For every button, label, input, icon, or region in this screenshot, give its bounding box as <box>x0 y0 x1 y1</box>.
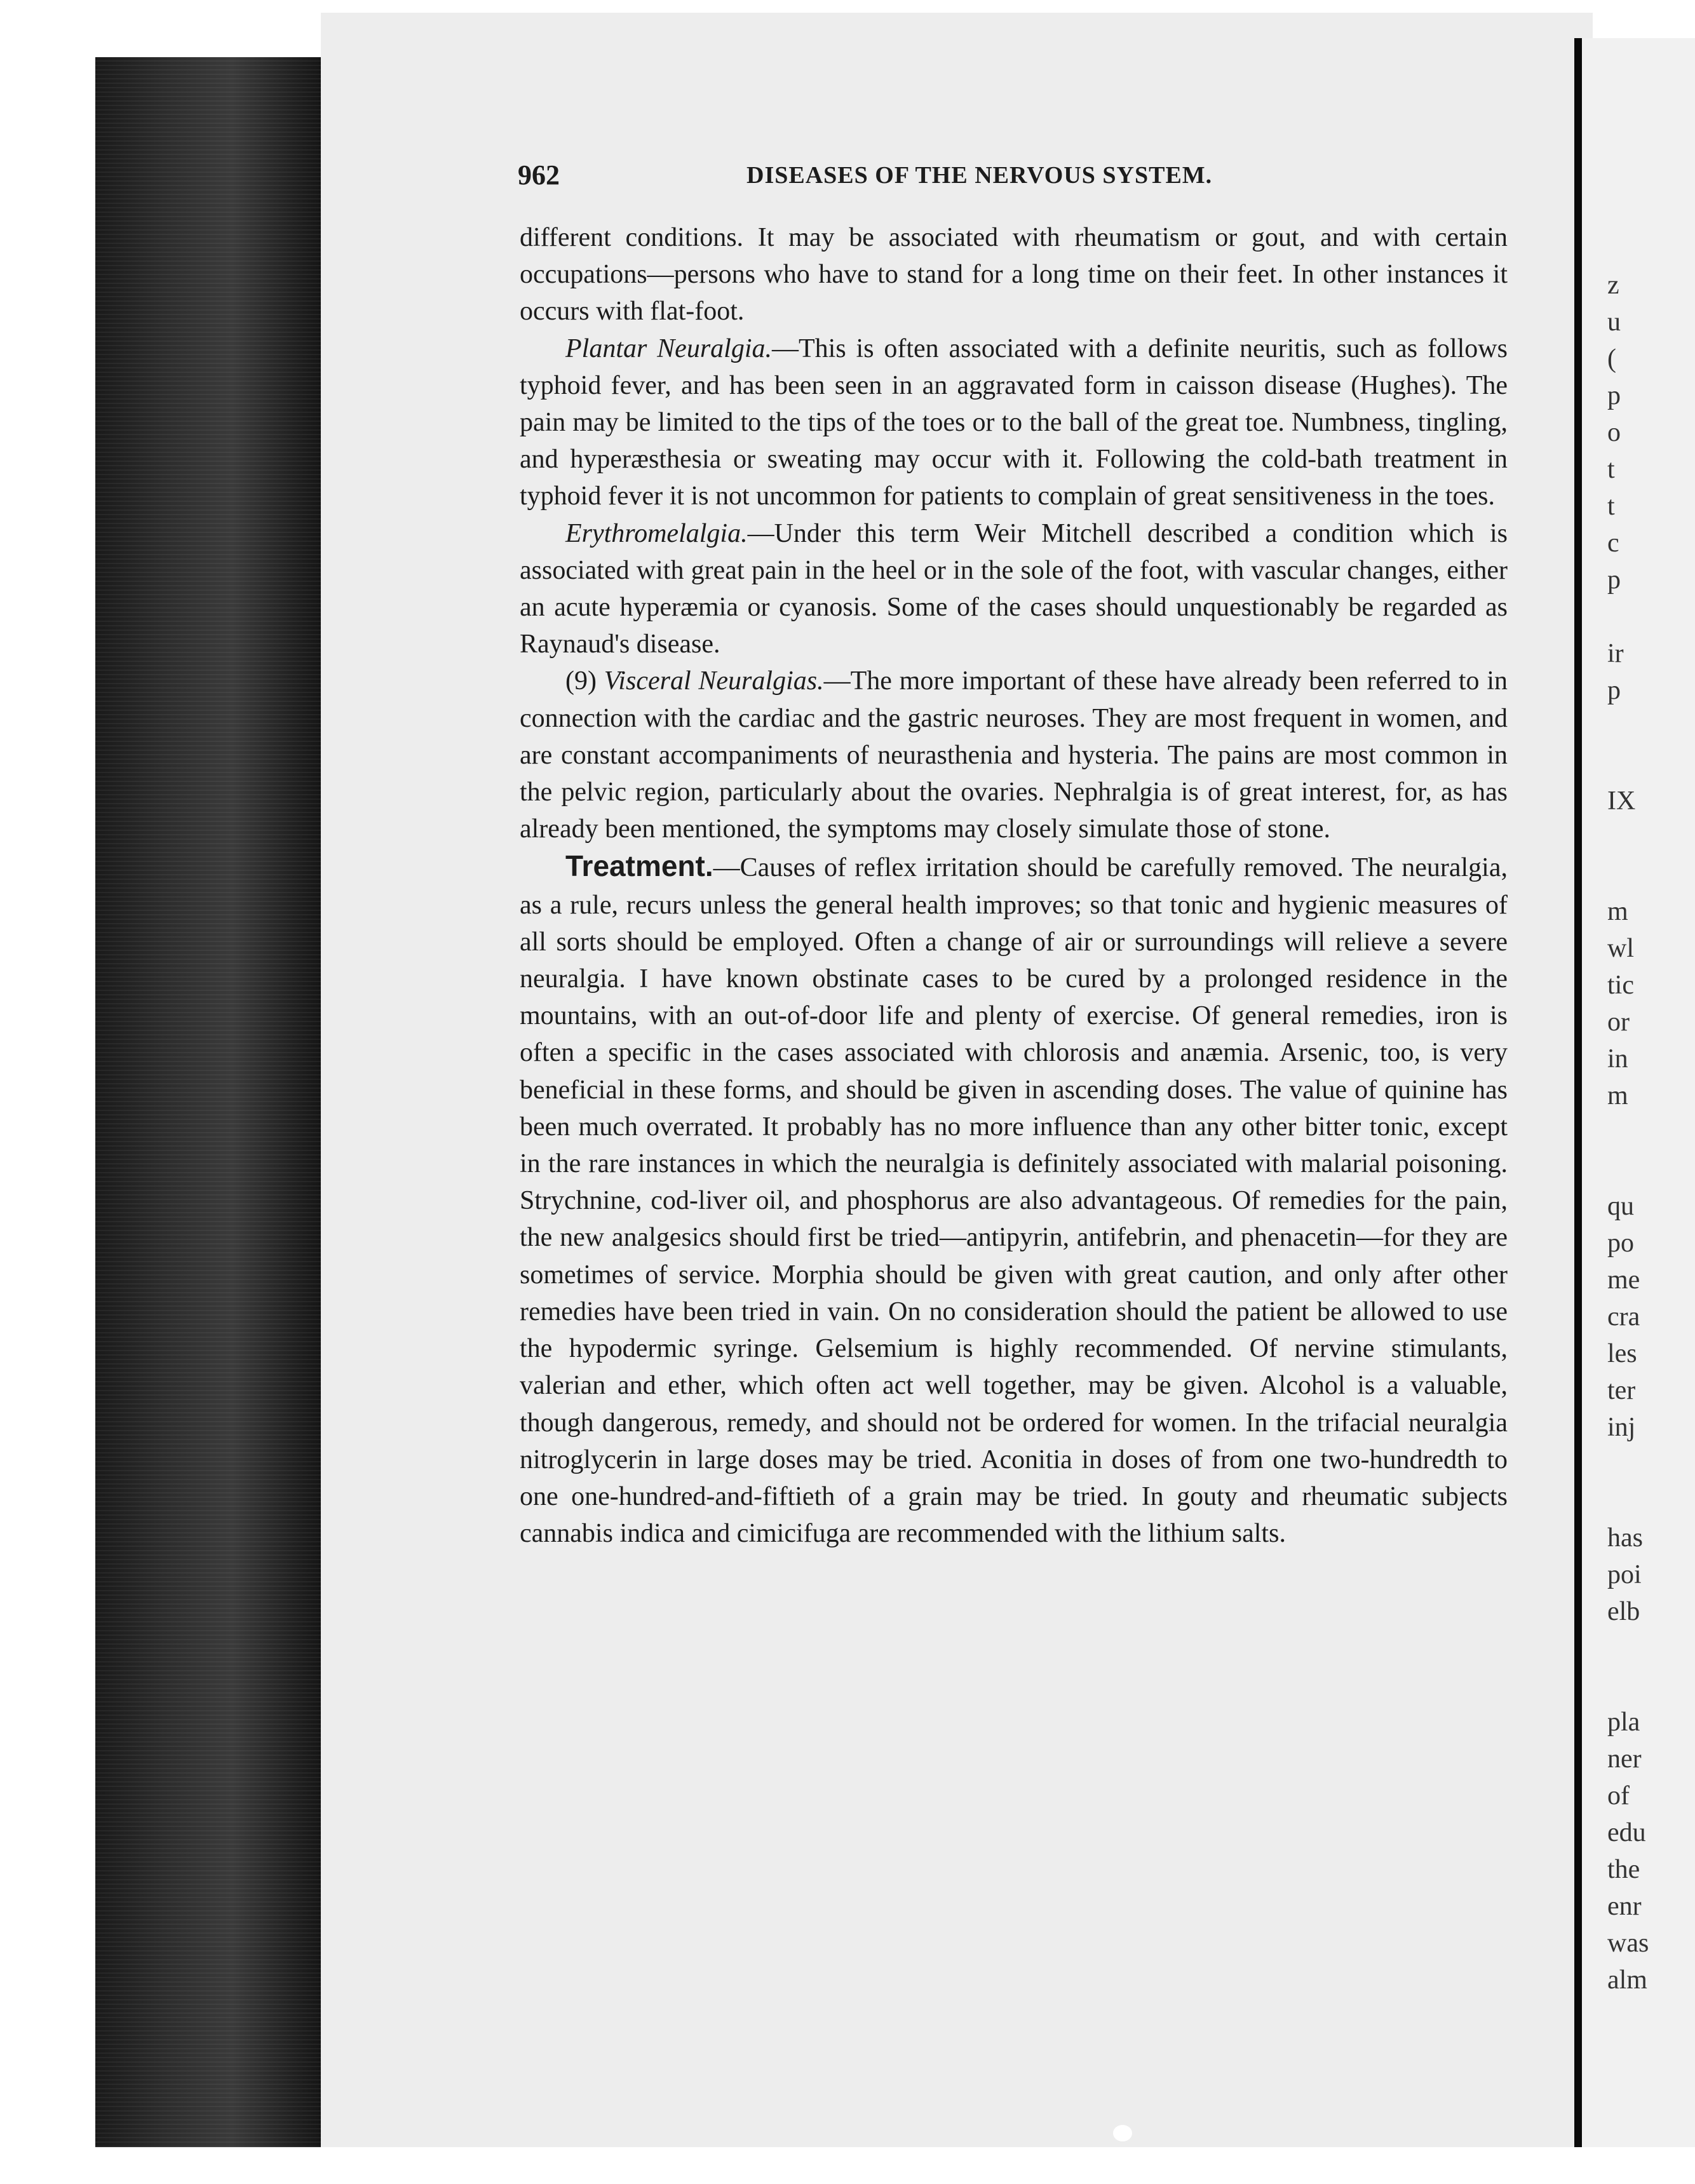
paragraph-text: —Under this term Weir Mitchell described a condition which is associated with great pain in the heel or in the sole of the foot, with vascular changes, either an acute hyperæmia or cyanosis. Some of the cases should unquestionably be regarded as Raynaud's disease. <box>520 518 1508 659</box>
facing-page-fragment <box>1607 1446 1690 1483</box>
section-number: (9) <box>565 666 604 696</box>
facing-page-fragment: in <box>1607 1044 1628 1074</box>
paragraph-plantar-neuralgia <box>520 330 1508 515</box>
facing-page-fragment <box>1607 856 1690 893</box>
facing-page-fragment: u <box>1607 307 1621 337</box>
facing-page-fragment: m <box>1607 1081 1628 1110</box>
paragraph-continued <box>520 219 1508 330</box>
facing-page-fragment <box>1607 1483 1690 1520</box>
facing-page-fragment: t <box>1607 492 1615 521</box>
facing-page-fragment <box>1607 1114 1690 1151</box>
paragraph-visceral-neuralgias <box>520 663 1508 847</box>
facing-page-fragment: t <box>1607 455 1615 484</box>
facing-page-fragment: enr <box>1607 1892 1642 1921</box>
facing-page-fragment: m <box>1607 897 1628 926</box>
facing-page-fragment: was <box>1607 1929 1649 1958</box>
facing-page-fragment: qu <box>1607 1192 1634 1221</box>
treatment-heading: Treatment. <box>565 849 713 883</box>
facing-page-fragment: has <box>1607 1523 1643 1553</box>
facing-page-fragment: o <box>1607 418 1621 447</box>
facing-page-fragment <box>1607 1151 1690 1188</box>
facing-page-fragment: or <box>1607 1008 1630 1037</box>
facing-page-fragment: poi <box>1607 1560 1642 1589</box>
paragraph-text: —This is often associated with a definite neuritis, such as follows typhoid fever, and has been seen in an aggravated form in caisson disease (Hughes). The pain may be limited to the tips of the toes or to the ball of the great toe. Numbness, tingling, and hyperæsthesia or sweating may occur with it. Following the cold-bath treatment in typhoid fever it is not uncommon for patients to complain of great sensitiveness in the toes. <box>520 334 1508 511</box>
paragraph-text: —The more important of these have already been referred to in connection with the cardiac and the gastric neuroses. They are most frequent in women, and are constant accompaniments of neurasthenia and hysteria. The pains are most common in the pelvic region, particularly about the ovaries. Nephralgia is of great interest, for, as has already been mentioned, the symptoms may closely simulate those of stone. <box>520 666 1508 844</box>
facing-page-fragment: alm <box>1607 1965 1647 1995</box>
facing-page-fragment: edu <box>1607 1818 1646 1847</box>
term-erythromelalgia: Erythromelalgia. <box>565 518 748 548</box>
term-visceral-neuralgias: Visceral Neuralgias. <box>604 666 824 696</box>
facing-page-fragment: z <box>1607 271 1619 300</box>
spine-texture <box>95 57 324 2147</box>
facing-page-fragment <box>1607 598 1690 635</box>
facing-page-fragment <box>1607 709 1690 746</box>
facing-page-fragment: po <box>1607 1229 1634 1258</box>
page-header <box>518 159 1299 197</box>
facing-page-fragment: wl <box>1607 934 1634 963</box>
facing-page-fragment: tic <box>1607 971 1634 1000</box>
facing-page-fragment: pla <box>1607 1708 1640 1737</box>
facing-page-fragment <box>1607 1667 1690 1704</box>
book-spine <box>95 57 324 2147</box>
facing-page-fragment: me <box>1607 1265 1640 1295</box>
facing-page-text <box>1607 267 1690 1999</box>
facing-page-fragment: ter <box>1607 1376 1636 1405</box>
facing-page-fragment: c <box>1607 529 1619 558</box>
facing-page-fragment: p <box>1607 676 1621 705</box>
facing-page-fragment: les <box>1607 1339 1637 1368</box>
facing-page-fragment: ner <box>1607 1744 1642 1774</box>
page-number: 962 <box>518 159 560 191</box>
page-body <box>520 219 1508 1552</box>
facing-page-fragment: inj <box>1607 1413 1636 1442</box>
paragraph-erythromelalgia <box>520 515 1508 663</box>
paper-blemish <box>1113 2125 1132 2141</box>
scan-bottom-margin <box>0 2147 1695 2184</box>
facing-page-fragment: elb <box>1607 1597 1640 1626</box>
facing-page-fragment <box>1607 819 1690 856</box>
facing-page-fragment <box>1607 746 1690 783</box>
facing-page-fragment: ir <box>1607 639 1624 668</box>
paragraph-text: —Causes of reflex irritation should be carefully removed. The neuralgia, as a rule, recurs unless the general health improves; so that tonic and hygienic measures of all sorts should be employed. Often a change of air or surroundings will relieve a severe neuralgia. I have known obstinate cases to be cured by a prolonged residence in the mountains, with an out-of-door life and plenty of exercise. Of general remedies, iron is often a specific in the cases associated with chlorosis and anæmia. Arsenic, too, is very beneficial in these forms, and should be given in ascending doses. The value of quinine has been much overrated. It probably has no more influence than any other bitter tonic, except in the rare instances in which the neuralgia is definitely associated with malarial poisoning. Strychnine, cod-liver oil, and phosphorus are also advantageous. Of remedies for the pain, the new analgesics should first be tried—antipyrin, antifebrin, and phenacetin—for they are sometimes of service. Morphia should be given with great caution, and only after other remedies have been tried in vain. On no consideration should the patient be allowed to use the hypodermic syringe. Gelsemium is highly recommended. Of nervine stimulants, valerian and ether, which often act well together, may be given. Alcohol is a valuable, though dangerous, remedy, and should not be ordered for women. In the trifacial neuralgia nitroglycerin in large doses may be tried. Aconitia in doses of from one two-hundredth to one one-hundred-and-fiftieth of a grain may be tried. In gouty and rheumatic subjects cannabis indica and cimicifuga are recommended with the lithium salts. <box>520 853 1508 1549</box>
facing-page-fragment: IX <box>1607 786 1636 816</box>
paragraph-treatment <box>520 847 1508 1552</box>
paragraph-text: different conditions. It may be associated with rheumatism or gout, and with certain occupations—persons who have to stand for a long time on their feet. In other instances it occurs with flat-foot. <box>520 223 1508 327</box>
facing-page-fragment: the <box>1607 1855 1640 1884</box>
facing-page-fragment: cra <box>1607 1302 1640 1331</box>
facing-page-fragment: p <box>1607 565 1621 595</box>
term-plantar-neuralgia: Plantar Neuralgia. <box>565 334 773 363</box>
facing-page-fragment: p <box>1607 381 1621 410</box>
facing-page-fragment: of <box>1607 1781 1630 1810</box>
running-head: DISEASES OF THE NERVOUS SYSTEM. <box>746 162 1213 189</box>
facing-page-fragment <box>1607 1630 1690 1667</box>
facing-page-fragment: ( <box>1607 344 1616 374</box>
